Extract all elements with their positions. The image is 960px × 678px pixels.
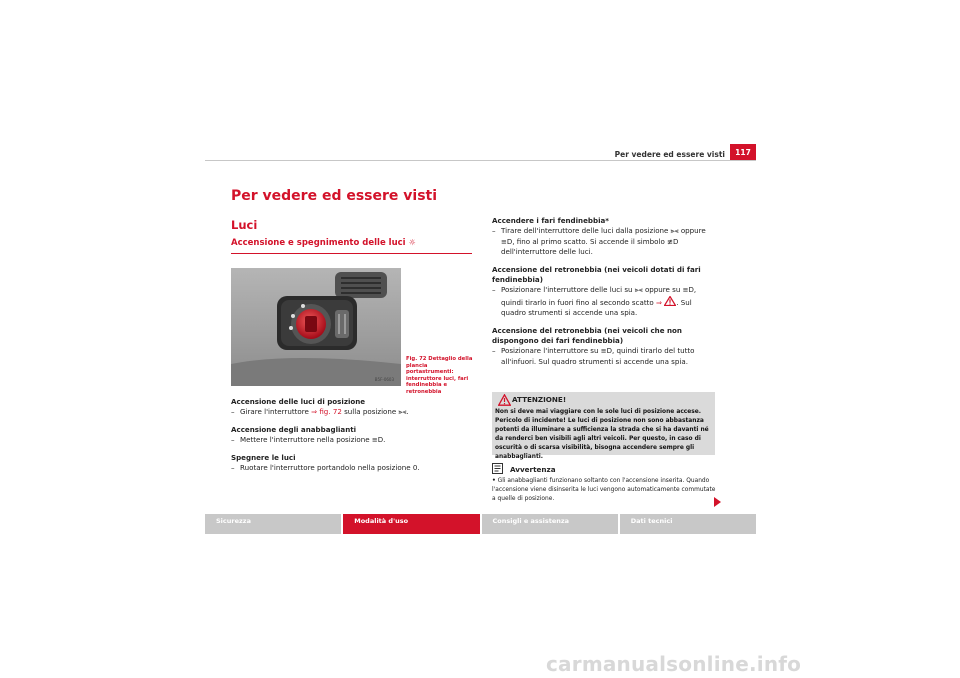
heading-rear-fog-with-fog: Accensione del retronebbia (nei veicoli dotati di fari fendinebbia) <box>492 264 701 285</box>
figure-code: B5F-0603 <box>374 377 394 382</box>
right-column <box>492 216 718 367</box>
footer-tab-modalita-uso[interactable]: Modalità d'uso <box>343 514 479 534</box>
warning-triangle-icon <box>664 296 676 306</box>
step-lights-off: – Ruotare l'interruttore portandolo nella posizione 0. <box>231 463 420 473</box>
watermark: carmanualsonline.info <box>546 652 802 676</box>
section-title: Luci <box>231 218 258 232</box>
note-icon <box>492 463 503 474</box>
warning-reference-link[interactable]: ⇒ <box>656 297 662 307</box>
note-text: • Gli anabbaglianti funzionano soltanto con l'accensione inserita. Quando l'accensione viene disinserita le luci vengono automaticamente commutate a quelle di posizione. <box>492 478 716 502</box>
low-beam-icon: ≡D <box>600 347 613 356</box>
heading-position-lights: Accensione delle luci di posizione <box>231 397 366 406</box>
light-switch-illustration <box>231 268 401 386</box>
left-column <box>231 397 476 473</box>
step-rear-fog-without-fog: – Posizionare l'interruttore su ≡D, quindi tirarlo del tutto all'infuori. Sul quadro strumenti si accende una spia. <box>492 346 695 366</box>
subsection-divider <box>231 253 472 254</box>
running-header: Per vedere ed essere visti <box>614 150 725 159</box>
warning-box <box>492 392 715 460</box>
footer-nav <box>205 514 756 534</box>
figure-caption: Fig. 72 Dettaglio della plancia portastrumenti: interruttore luci, fari fendinebbia e retronebbia <box>406 356 473 395</box>
warning-triangle-icon <box>498 394 511 406</box>
footer-tab-sicurezza[interactable]: Sicurezza <box>205 514 341 534</box>
low-beam-icon: ≡D <box>682 286 694 295</box>
sun-icon: ☼ <box>408 238 416 247</box>
position-light-icon: ⫸⫷ <box>398 408 407 417</box>
footer-tab-consigli-assistenza[interactable]: Consigli e assistenza <box>482 514 618 534</box>
figure-photo <box>231 268 401 386</box>
heading-lights-off: Spegnere le luci <box>231 452 296 462</box>
step-fog-lights: – Tirare dell'interruttore delle luci dalla posizione ⫸⫷ oppure ≡D, fino al primo scatto. Si accende il simbolo ≢D dell'interruttore delle luci. <box>492 226 706 257</box>
step-position-lights: – Girare l'interruttore ⇒ fig. 72 sulla posizione ⫸⫷. <box>231 407 409 417</box>
low-beam-icon: ≡D <box>501 237 513 246</box>
heading-rear-fog-without-fog: Accensione del retronebbia (nei veicoli che non dispongono dei fari fendinebbia) <box>492 325 682 346</box>
low-beam-icon: ≡D <box>371 436 384 445</box>
fog-light-icon: ≢D <box>667 237 679 246</box>
subsection-title-text: Accensione e spegnimento delle luci <box>231 238 406 248</box>
heading-low-beam: Accensione degli anabbaglianti <box>231 424 357 434</box>
page-number: 117 <box>730 144 756 161</box>
chapter-title: Per vedere ed essere visti <box>231 188 438 204</box>
heading-fog-lights: Accendere i fari fendinebbia* <box>492 216 610 225</box>
header-divider <box>205 160 756 161</box>
position-light-icon: ⫸⫷ <box>670 227 679 236</box>
figure-reference-link[interactable]: ⇒ fig. 72 <box>311 407 342 417</box>
step-rear-fog-with-fog: – Posizionare l'interruttore delle luci su ⫸⫷ oppure su ≡D, quindi tirarlo in fuori fino al secondo scatto ⇒ . Sul quadro strumenti si accende una spia. <box>492 285 697 318</box>
next-page-arrow-icon[interactable] <box>714 497 721 507</box>
bullet-icon: • <box>492 478 496 484</box>
position-light-icon: ⫸⫷ <box>634 286 643 295</box>
note-title: Avvertenza <box>510 465 556 474</box>
footer-tab-dati-tecnici[interactable]: Dati tecnici <box>620 514 756 534</box>
warning-text: Non si deve mai viaggiare con le sole luci di posizione accese. Pericolo di incidente! Le luci di posizione non sono abbastanza potenti da illuminare a sufficienza la strada che si ha davanti né da renderci ben visibili agli altri veicoli. Per questo, in caso di oscurità o di scarsa visibilità, bisogna accendere sempre gli anabbaglianti. <box>495 409 709 460</box>
warning-title: ATTENZIONE! <box>512 395 567 404</box>
subsection-title <box>231 238 416 248</box>
step-low-beam: – Mettere l'interruttore nella posizione ≡D. <box>231 435 386 445</box>
